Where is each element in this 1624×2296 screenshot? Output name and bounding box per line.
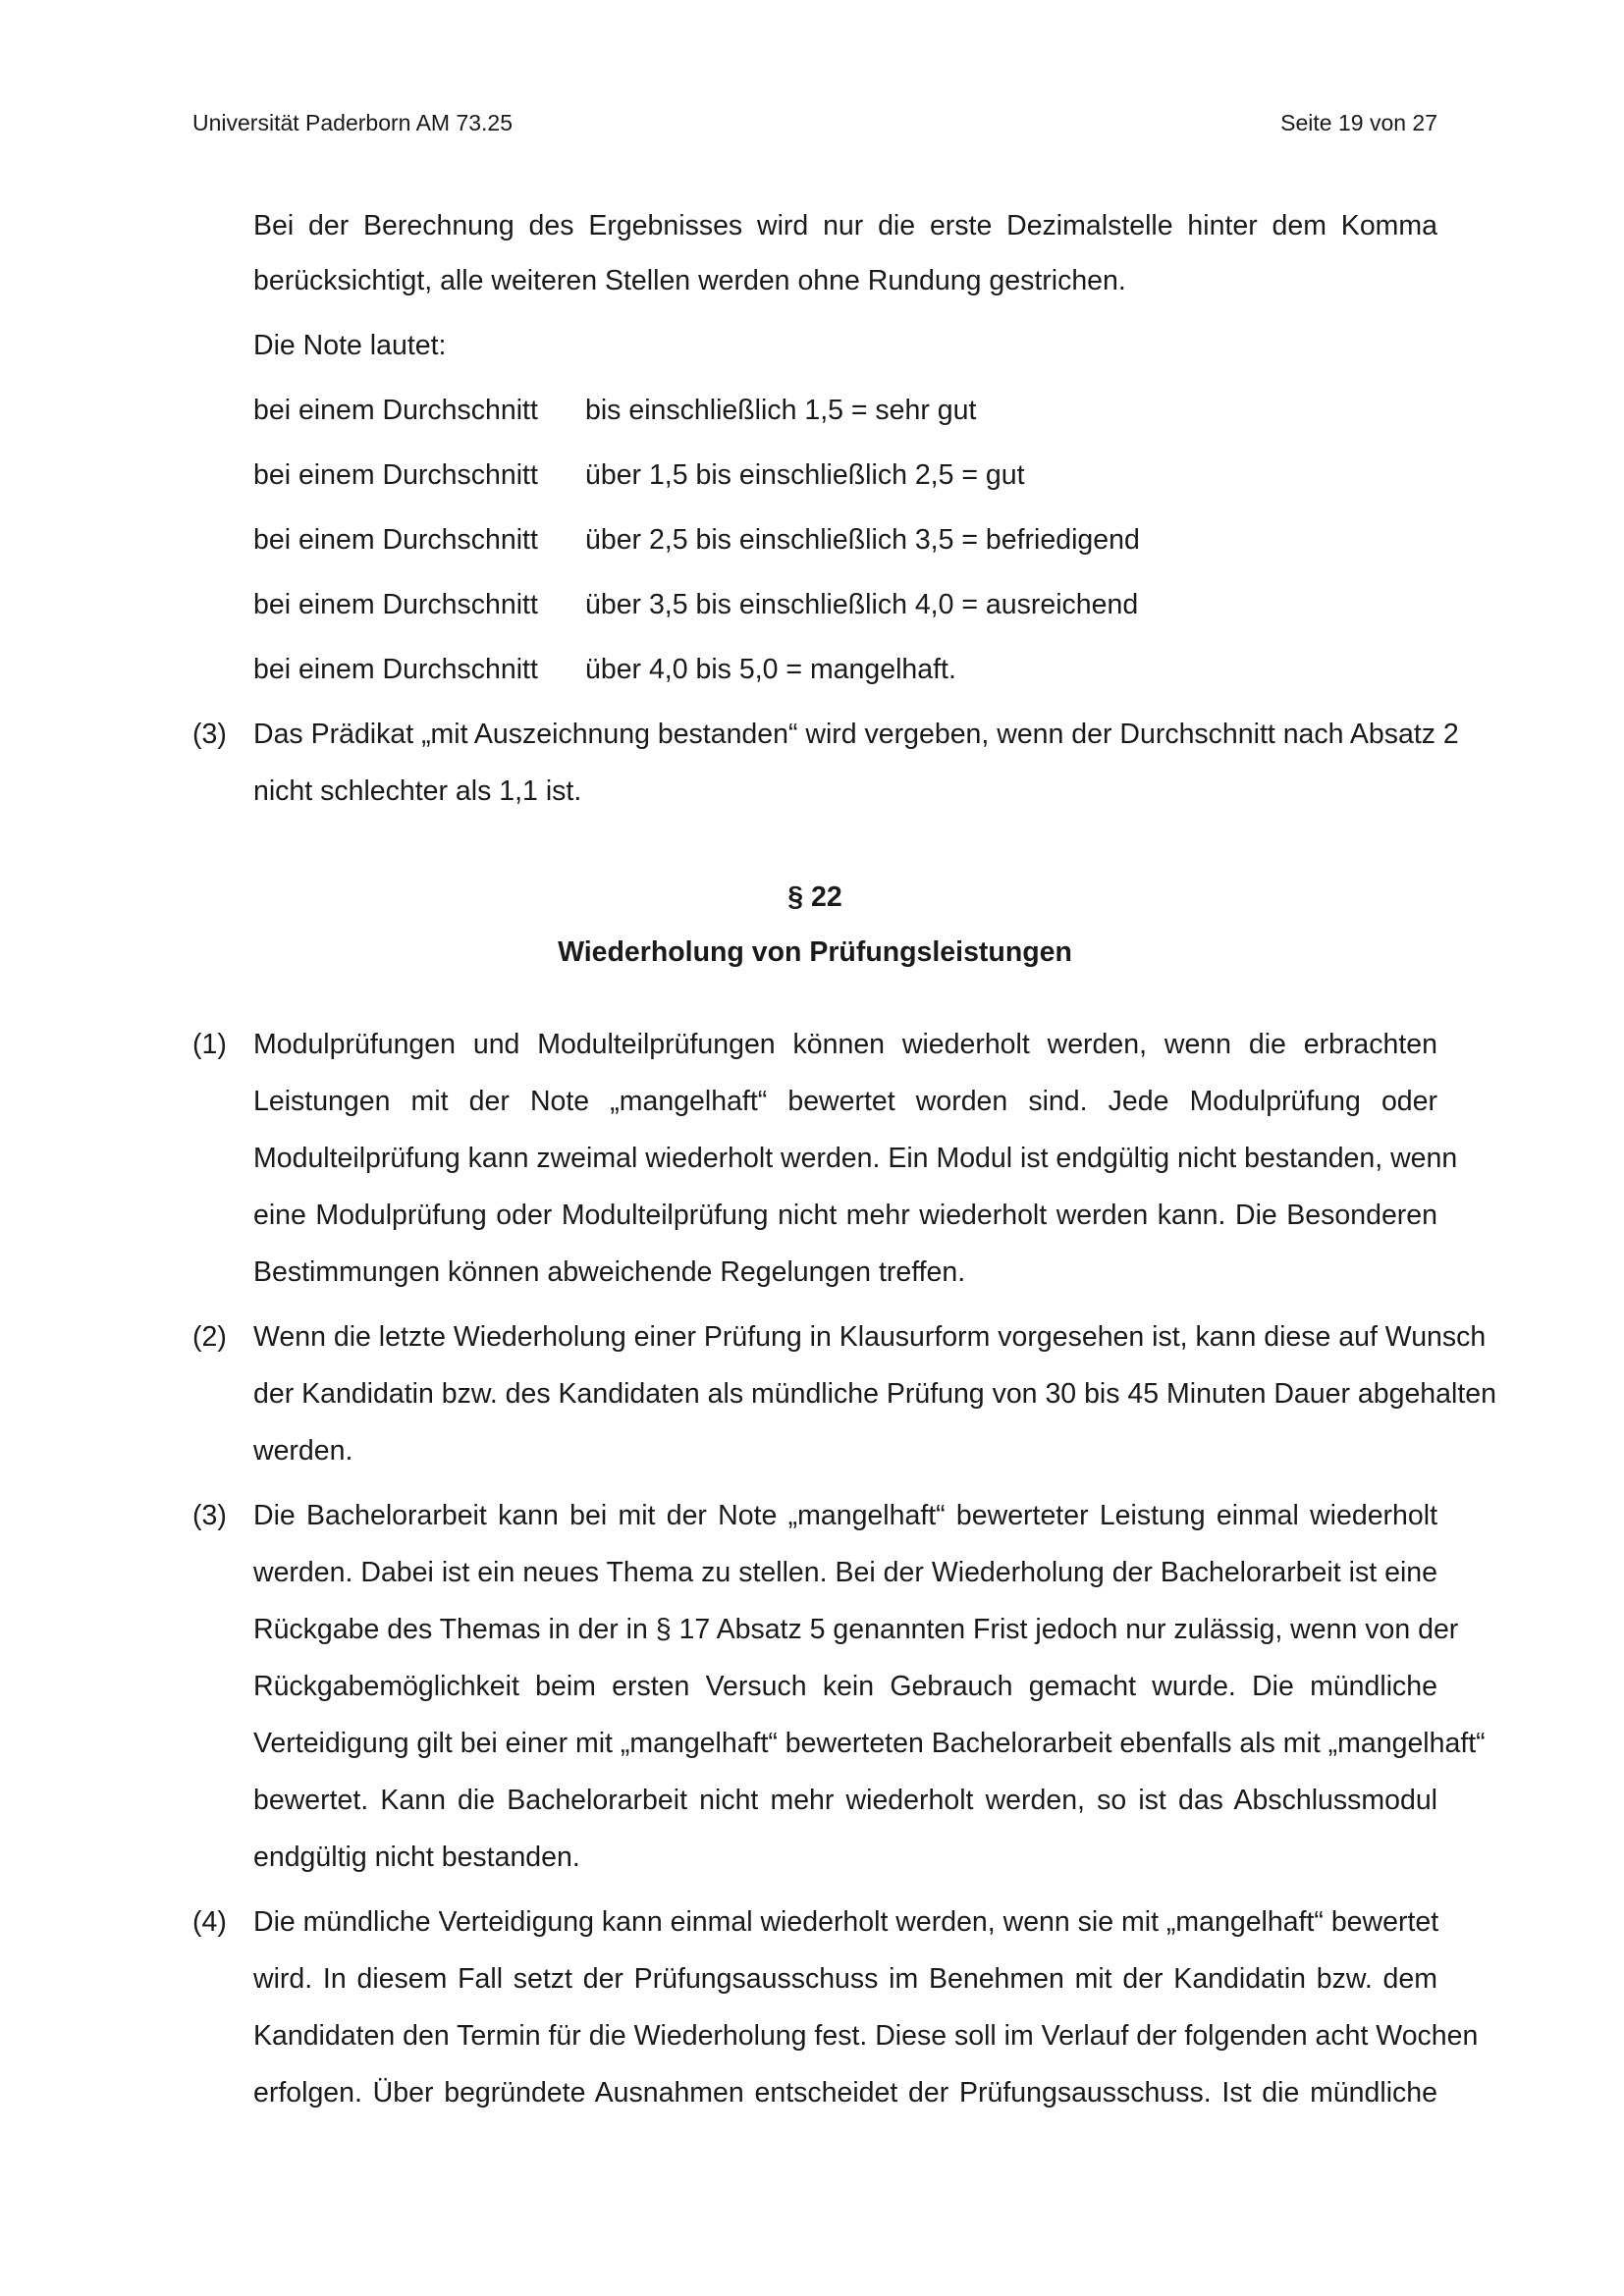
grade-value: über 3,5 bis einschließlich 4,0 = ausreichend [585,589,1139,620]
paragraph-number: (4) [192,1906,227,1938]
paragraph-line: nicht schlechter als 1,1 ist. [253,775,582,807]
paragraph-line: Kandidaten den Termin für die Wiederholung fest. Diese soll im Verlauf der folgenden acht Wochen [253,2020,1479,2052]
intro-line: Die Note lautet: [253,330,447,361]
intro-line: Bei der Berechnung des Ergebnisses wird nur die erste Dezimalstelle hinter dem Komma [253,210,1437,241]
paragraph-number: (1) [192,1029,227,1060]
paragraph-line: Rückgabemöglichkeit beim ersten Versuch kein Gebrauch gemacht wurde. Die mündliche [253,1671,1437,1702]
paragraph-number: (3) [192,719,227,750]
grade-value: über 4,0 bis 5,0 = mangelhaft. [585,654,956,685]
paragraph-line: wird. In diesem Fall setzt der Prüfungsausschuss im Benehmen mit der Kandidatin bzw. dem [253,1963,1437,1995]
paragraph-line: erfolgen. Über begründete Ausnahmen entscheidet der Prüfungsausschuss. Ist die mündliche [253,2077,1437,2109]
paragraph-line: Die mündliche Verteidigung kann einmal wiederholt werden, wenn sie mit „mangelhaft“ bewertet [253,1906,1439,1938]
grade-value: über 2,5 bis einschließlich 3,5 = befriedigend [585,524,1140,556]
intro-line: berücksichtigt, alle weiteren Stellen werden ohne Rundung gestrichen. [253,265,1126,296]
paragraph-line: Die Bachelorarbeit kann bei mit der Note „mangelhaft“ bewerteter Leistung einmal wiederholt [253,1500,1437,1531]
paragraph-line: Modulteilprüfung kann zweimal wiederholt werden. Ein Modul ist endgültig nicht bestanden, wenn [253,1143,1458,1174]
paragraph-line: werden. [253,1435,353,1467]
paragraph-line: Das Prädikat „mit Auszeichnung bestanden“ wird vergeben, wenn der Durchschnitt nach Absatz 2 [253,719,1459,750]
paragraph-number: (2) [192,1321,227,1353]
paragraph-line: Modulprüfungen und Modulteilprüfungen können wiederholt werden, wenn die erbrachten [253,1029,1437,1060]
page-header [192,110,1437,136]
grade-label: bei einem Durchschnitt [253,654,538,685]
grade-label: bei einem Durchschnitt [253,395,538,426]
paragraph-line: Leistungen mit der Note „mangelhaft“ bewertet worden sind. Jede Modulprüfung oder [253,1086,1437,1117]
grade-value: über 1,5 bis einschließlich 2,5 = gut [585,459,1025,491]
grade-label: bei einem Durchschnitt [253,589,538,620]
paragraph-line: eine Modulprüfung oder Modulteilprüfung nicht mehr wiederholt werden kann. Die Besonderen [253,1200,1437,1231]
section-title: Wiederholung von Prüfungsleistungen [558,936,1072,968]
grade-label: bei einem Durchschnitt [253,524,538,556]
header-page-number: Seite 19 von 27 [1280,110,1437,135]
section-number: § 22 [787,881,842,913]
paragraph-line: Bestimmungen können abweichende Regelungen treffen. [253,1256,966,1288]
paragraph-line: Rückgabe des Themas in der in § 17 Absatz 5 genannten Frist jedoch nur zulässig, wenn von der [253,1614,1459,1645]
paragraph-line: werden. Dabei ist ein neues Thema zu stellen. Bei der Wiederholung der Bachelorarbeit ist eine [253,1557,1437,1588]
header-document-id: Universität Paderborn AM 73.25 [192,110,514,135]
grade-label: bei einem Durchschnitt [253,459,538,491]
grade-value: bis einschließlich 1,5 = sehr gut [585,395,977,426]
paragraph-line: der Kandidatin bzw. des Kandidaten als mündliche Prüfung von 30 bis 45 Minuten Dauer abgehalten [253,1378,1496,1410]
paragraph-number: (3) [192,1500,227,1531]
paragraph-line: Wenn die letzte Wiederholung einer Prüfung in Klausurform vorgesehen ist, kann diese auf Wunsch [253,1321,1487,1353]
paragraph-line: bewertet. Kann die Bachelorarbeit nicht mehr wiederholt werden, so ist das Abschlussmodul [253,1785,1437,1816]
paragraph-line: endgültig nicht bestanden. [253,1842,580,1873]
paragraph-line: Verteidigung gilt bei einer mit „mangelhaft“ bewerteten Bachelorarbeit ebenfalls als mit „mangelhaft“ [253,1728,1486,1759]
